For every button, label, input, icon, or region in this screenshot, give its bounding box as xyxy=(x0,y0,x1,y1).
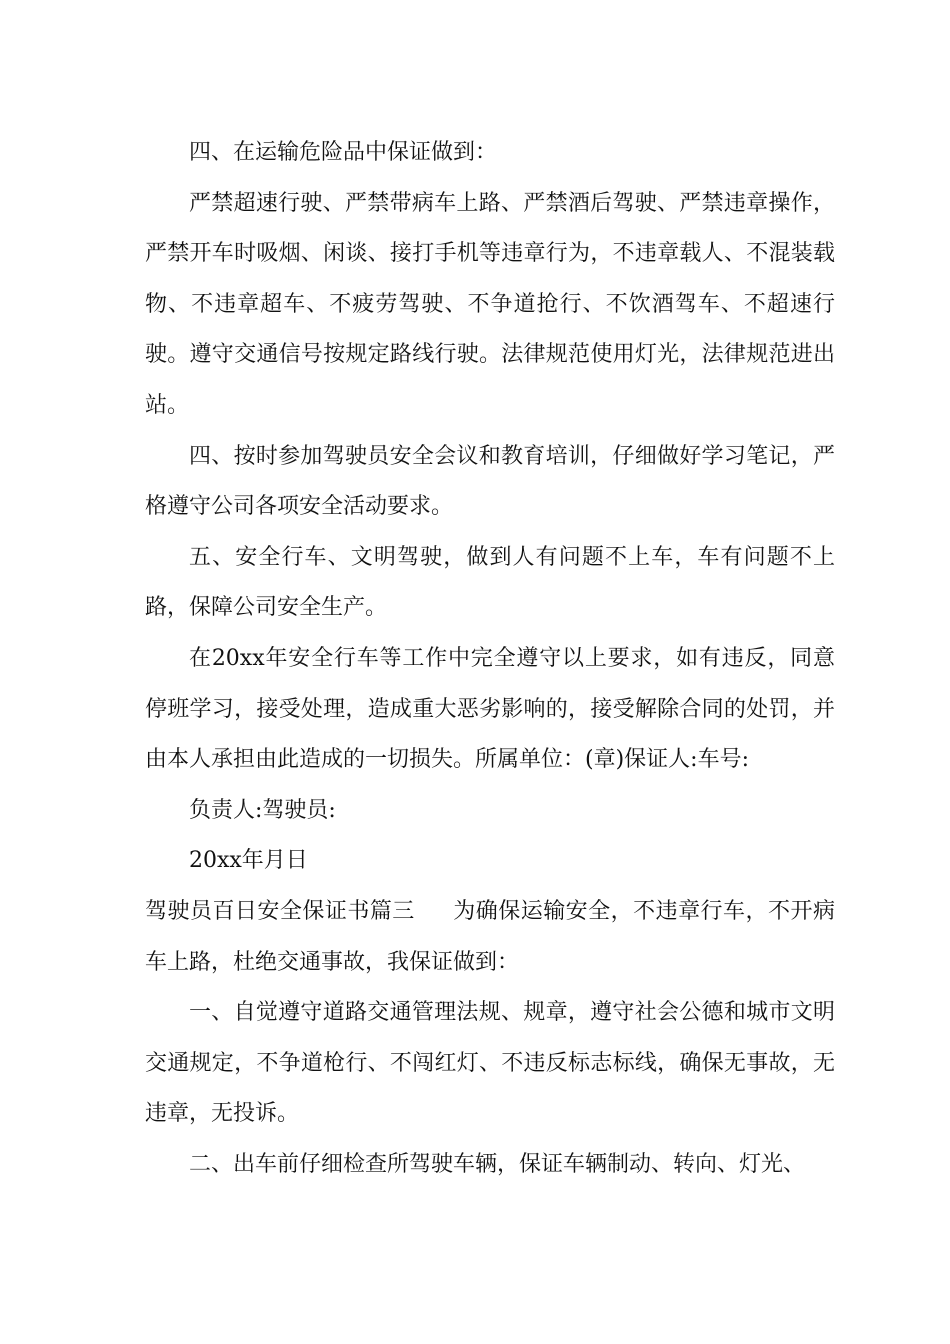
paragraph-rule-2: 二、出车前仔细检查所驾驶车辆，保证车辆制动、转向、灯光、 xyxy=(189,1151,806,1177)
date-line: 20xx年月日 xyxy=(189,848,308,874)
paragraph-prohibitions: 严禁超速行驶、严禁带病车上路、严禁酒后驾驶、严禁违章操作，严禁开车时吸烟、闲谈、接打手机等违章行为，不违章载人、不混装载物、不违章超车、不疲劳驾驶、不争道抢行、不饮酒驾车、不超速行驶。遵守交通信号按规定路线行驶。法律规范使用灯光，法律规范进出站。 xyxy=(145,190,835,418)
paragraph-training: 四、按时参加驾驶员安全会议和教育培训，仔细做好学习笔记，严格遵守公司各项安全活动要求。 xyxy=(145,443,835,520)
paragraph-safe-driving: 五、安全行车、文明驾驶，做到人有问题不上车，车有问题不上路，保障公司安全生产。 xyxy=(145,544,835,621)
section-three xyxy=(145,887,835,988)
document-body xyxy=(145,128,835,1190)
section-title: 驾驶员百日安全保证书篇三 xyxy=(145,898,415,924)
section-intro: 为确保运输安全，不违章行车，不开病车上路，杜绝交通事故，我保证做到： xyxy=(145,898,835,975)
paragraph-commitment: 在20xx年安全行车等工作中完全遵守以上要求，如有违反，同意停班学习，接受处理，造成重大恶劣影响的，接受解除合同的处罚，并由本人承担由此造成的一切损失。所属单位：(章)保证人:车号: xyxy=(145,645,835,773)
signature-line: 负责人:驾驶员: xyxy=(189,797,336,823)
paragraph-heading-4a: 四、在运输危险品中保证做到： xyxy=(189,140,498,165)
paragraph-rule-1: 一、自觉遵守道路交通管理法规、规章，遵守社会公德和城市文明交通规定，不争道枪行、不闯红灯、不违反标志标线，确保无事故，无违章，无投诉。 xyxy=(145,1000,835,1127)
